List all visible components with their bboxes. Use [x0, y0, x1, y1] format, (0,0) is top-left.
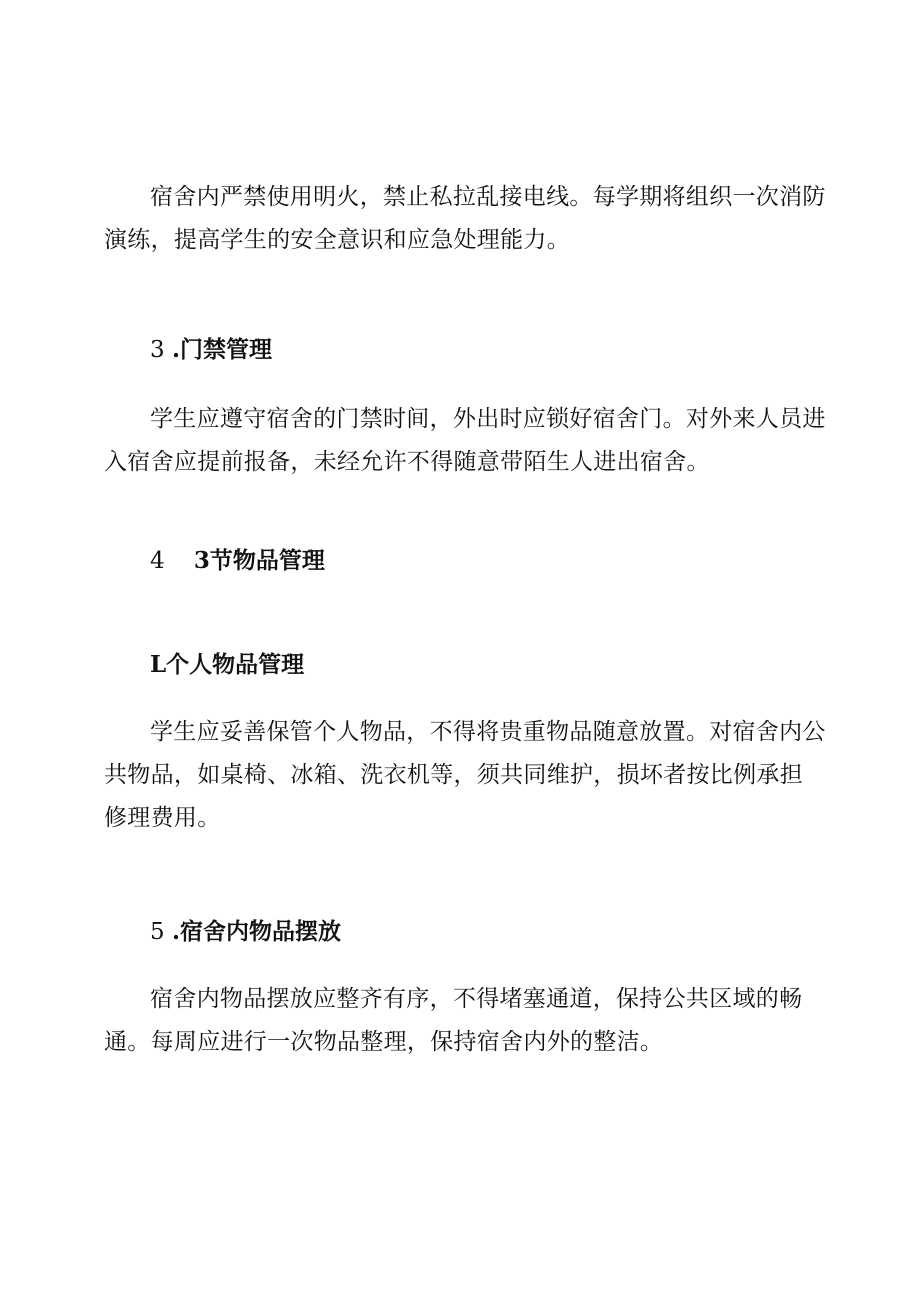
- heading-personal-items: [150, 650, 304, 680]
- paragraph-item-arrangement: 宿舍内物品摆放应整齐有序，不得堵塞通道，保持公共区域的畅通。每周应进行一次物品整理，保持宿舍内外的整洁。: [104, 986, 803, 1055]
- heading-title: .门禁管理: [171, 336, 272, 363]
- paragraph-fire-safety: 宿舍内严禁使用明火，禁止私拉乱接电线。每学期将组织一次消防演练，提高学生的安全意识和应急处理能力。: [104, 184, 826, 253]
- heading-title: 3节物品管理: [193, 547, 325, 574]
- paragraph-personal-items: 学生应妥善保管个人物品，不得将贵重物品随意放置。对宿舍内公共物品，如桌椅、冰箱、洗衣机等，须共同维护，损坏者按比例承担修理费用。: [104, 719, 826, 831]
- heading-number: 4: [150, 548, 194, 574]
- heading-number: 5: [150, 919, 172, 945]
- paragraph-access-control: 学生应遵守宿舍的门禁时间，外出时应锁好宿舍门。对外来人员进入宿舍应提前报备，未经允许不得随意带陌生人进出宿舍。: [104, 406, 826, 475]
- heading-access-control: [150, 335, 272, 365]
- heading-number: 3: [150, 337, 172, 363]
- heading-section-items: [150, 546, 325, 576]
- heading-item-arrangement: [150, 917, 341, 947]
- heading-title: L个人物品管理: [150, 651, 305, 678]
- heading-title: .宿舍内物品摆放: [171, 918, 341, 945]
